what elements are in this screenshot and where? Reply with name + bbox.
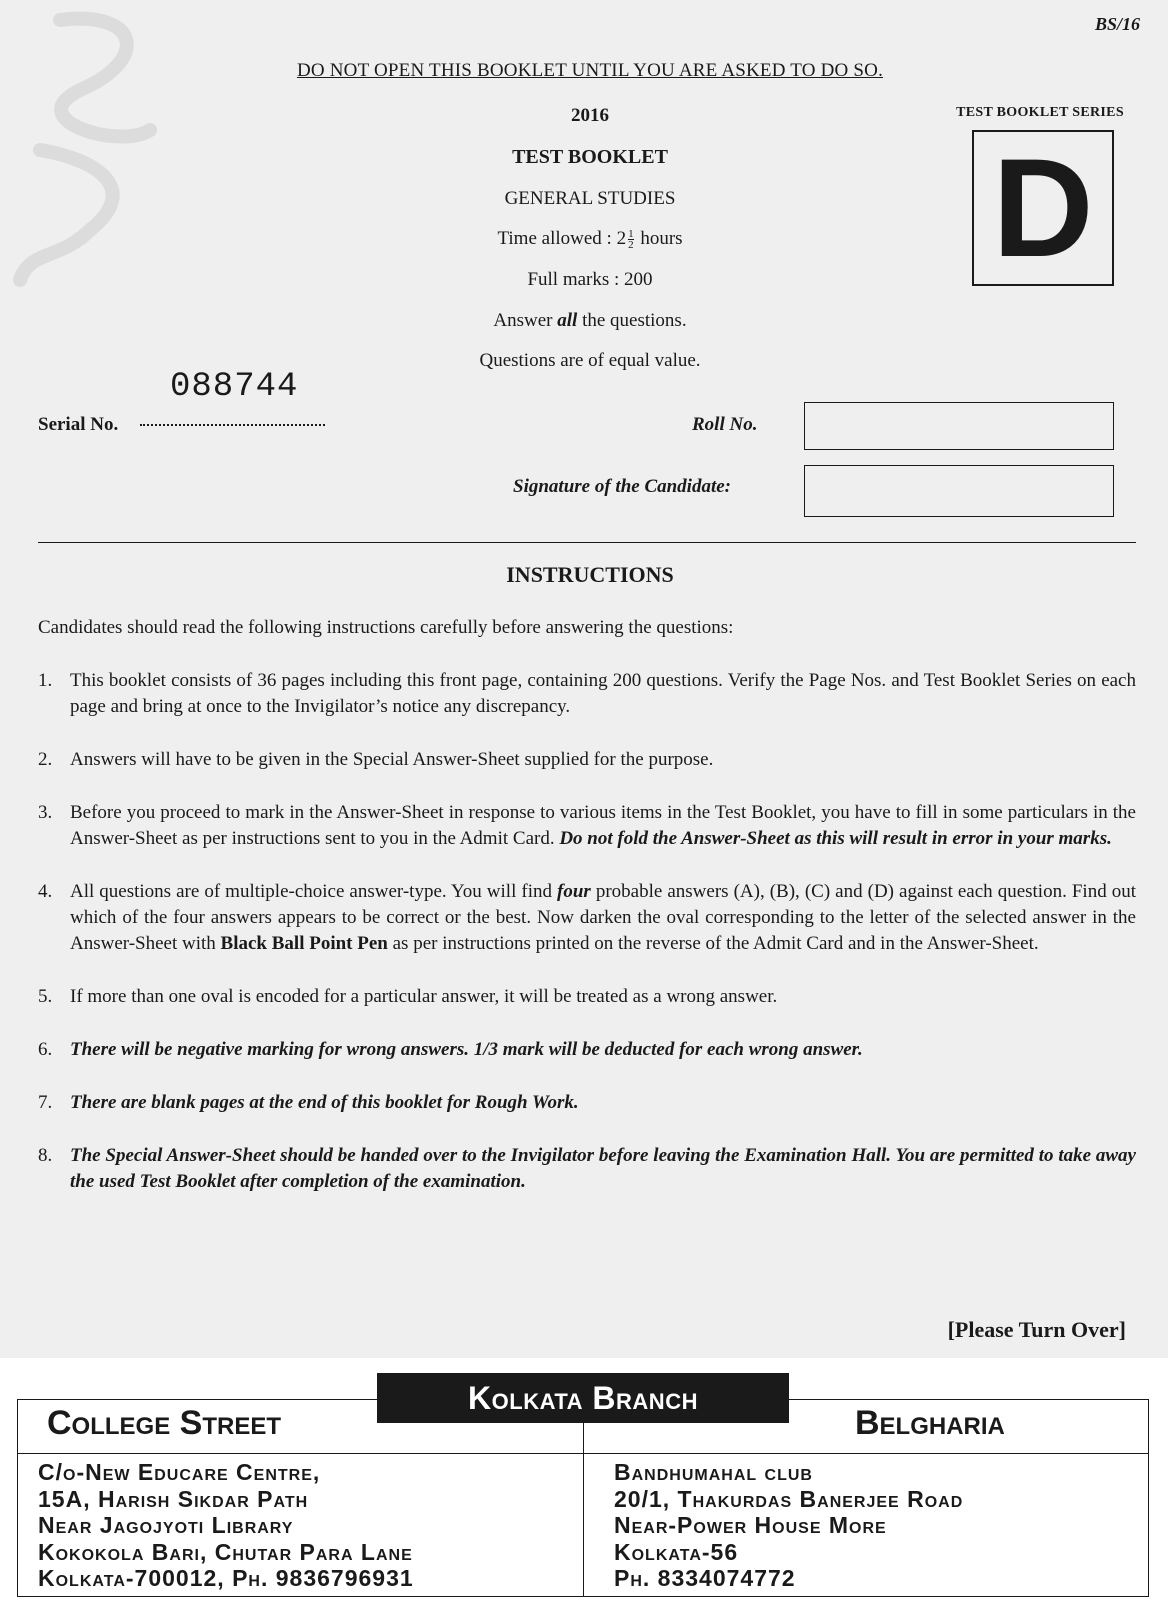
instruction-item: 3. Before you proceed to mark in the Answer-Sheet in response to various items in the Test Booklet, you have to fill in some particulars in the Answer-Sheet as per instructions sent to you in the Admit Card. Do not fold the Answer-Sheet as this will result in error in your marks. xyxy=(38,802,1136,849)
address-line: Kolkata-56 xyxy=(614,1538,739,1565)
address-line: Bandhumahal club xyxy=(614,1459,813,1485)
branch-left-name: College Street xyxy=(47,1404,282,1442)
address-line: 15A, Harish Sikdar Path xyxy=(38,1485,309,1512)
roll-label: Roll No. xyxy=(692,414,758,435)
booklet-title: TEST BOOKLET xyxy=(512,146,668,168)
series-label: TEST BOOKLET SERIES xyxy=(956,105,1124,120)
serial-dotted-line xyxy=(140,424,325,426)
do-not-open-notice: DO NOT OPEN THIS BOOKLET UNTIL YOU ARE ASKED TO DO SO. xyxy=(296,60,884,81)
branch-right-name: Belgharia xyxy=(855,1404,1005,1442)
please-turn-over: [Please Turn Over] xyxy=(947,1317,1126,1342)
address-line: Near-Power House More xyxy=(614,1512,887,1538)
series-letter: D xyxy=(992,129,1094,286)
exam-year: 2016 xyxy=(571,105,609,126)
address-line: Kokokola Bari, Chutar Para Lane xyxy=(38,1538,413,1565)
instruction-item: 2. Answers will have to be given in the Special Answer-Sheet supplied for the purpose. xyxy=(38,749,714,770)
signature-field[interactable] xyxy=(804,465,1114,517)
address-line: Near Jagojyoti Library xyxy=(38,1512,294,1538)
branch-right-address xyxy=(614,1459,963,1592)
time-fraction: $\frac{1}{2}$ xyxy=(628,228,634,252)
equal-value-note: Questions are of equal value. xyxy=(479,350,701,371)
signature-label: Signature of the Candidate: xyxy=(513,476,731,497)
serial-number: 088744 xyxy=(170,368,299,406)
time-prefix: Time allowed : xyxy=(497,228,612,249)
instructions-intro: Candidates should read the following instructions carefully before answering the questions: xyxy=(38,617,734,638)
address-line: Kolkata-700012, Ph. 9836796931 xyxy=(38,1565,414,1591)
instruction-item: 1. This booklet consists of 36 pages including this front page, containing 200 questions. Verify the Page Nos. and Test Booklet Series on each page and bring at once to the Invigilator’s notice any discrepancy. xyxy=(38,670,1136,717)
instructions-list xyxy=(38,668,1136,1222)
series-box xyxy=(972,130,1114,286)
answer-all-note: Answer all the questions. xyxy=(493,310,687,331)
branch-left-address xyxy=(38,1459,414,1592)
address-line: C/o-New Educare Centre, xyxy=(38,1459,321,1485)
time-unit: hours xyxy=(640,228,683,249)
time-whole: 2 xyxy=(616,228,627,249)
instruction-item: 5. If more than one oval is encoded for a particular answer, it will be treated as a wrong answer. xyxy=(38,986,778,1007)
serial-label: Serial No. xyxy=(38,414,119,435)
address-line: Ph. 8334074772 xyxy=(614,1565,796,1591)
booklet-code: BS/16 xyxy=(1094,14,1140,34)
subject-name: GENERAL STUDIES xyxy=(504,188,676,209)
instruction-item: 4. All questions are of multiple-choice answer-type. You will find four probable answers (A), (B), (C) and (D) against each question. Find out which of the four answers appears to be correct or the best. Now darken the oval corresponding to the letter of the selected answer in the Answer-Sheet with Black Ball Point Pen as per instructions printed on the reverse of the Admit Card and in the Answer-Sheet. xyxy=(38,881,1137,954)
branch-title: Kolkata Branch xyxy=(377,1373,789,1423)
full-marks: Full marks : 200 xyxy=(527,269,653,290)
instructions-title: INSTRUCTIONS xyxy=(506,562,674,587)
branch-divider xyxy=(583,1399,584,1597)
divider xyxy=(38,542,1136,543)
address-line: 20/1, Thakurdas Banerjee Road xyxy=(614,1485,964,1512)
instruction-item: 6. There will be negative marking for wrong answers. 1/3 mark will be deducted for each wrong answer. xyxy=(38,1039,863,1060)
branch-rule xyxy=(17,1453,1149,1454)
instruction-item: 7. There are blank pages at the end of this booklet for Rough Work. xyxy=(38,1092,579,1113)
roll-number-field[interactable] xyxy=(804,402,1114,450)
instruction-item: 8. The Special Answer-Sheet should be handed over to the Invigilator before leaving the Examination Hall. You are permitted to take away the used Test Booklet after completion of the examination. xyxy=(38,1145,1136,1192)
